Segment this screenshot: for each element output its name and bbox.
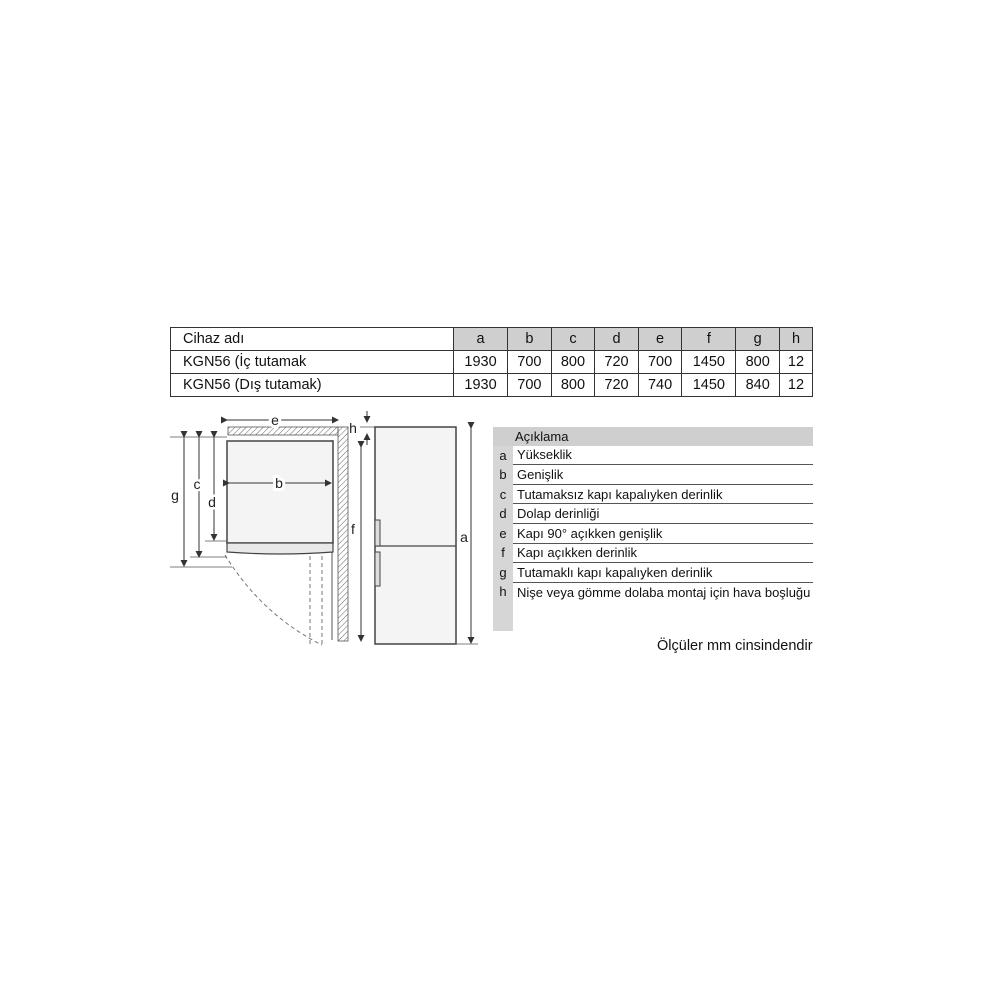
- legend-header-key: [493, 427, 513, 446]
- legend-spacer-key: [493, 601, 513, 631]
- column-header-b: b: [508, 328, 552, 351]
- value-cell: 700: [638, 351, 682, 374]
- column-header-f: f: [682, 328, 736, 351]
- column-header-h: h: [779, 328, 812, 351]
- door-open-arc: [225, 555, 322, 645]
- legend-text: Tutamaksız kapı kapalıyken derinlik: [513, 484, 813, 504]
- legend-key: h: [493, 582, 513, 601]
- front-view: [349, 411, 478, 644]
- value-cell: 700: [508, 351, 552, 374]
- value-cell: 840: [736, 374, 780, 397]
- legend-spacer: [513, 601, 813, 631]
- legend-item: [493, 563, 813, 583]
- label-g: g: [171, 487, 179, 503]
- legend-item: [493, 484, 813, 504]
- legend-title: Açıklama: [513, 427, 813, 446]
- value-cell: 800: [736, 351, 780, 374]
- wall-hatch-side: [338, 427, 348, 641]
- value-cell: 1450: [682, 351, 736, 374]
- legend-text: Dolap derinliği: [513, 504, 813, 524]
- column-header-e: e: [638, 328, 682, 351]
- door-closed: [227, 543, 333, 554]
- column-header-g: g: [736, 328, 780, 351]
- label-d: d: [208, 494, 216, 510]
- value-cell: 720: [595, 351, 639, 374]
- legend-item: [493, 523, 813, 543]
- label-f: f: [351, 521, 355, 537]
- legend-key: e: [493, 523, 513, 543]
- legend-item: [493, 582, 813, 601]
- column-header-d: d: [595, 328, 639, 351]
- legend-key: g: [493, 563, 513, 583]
- value-cell: 1450: [682, 374, 736, 397]
- value-cell: 700: [508, 374, 552, 397]
- value-cell: 740: [638, 374, 682, 397]
- legend-header-row: [493, 427, 813, 446]
- handle-upper: [375, 520, 380, 546]
- value-cell: 12: [779, 374, 812, 397]
- label-h: h: [349, 420, 357, 436]
- fridge-body: [375, 427, 456, 644]
- legend-text: Nişe veya gömme dolaba montaj için hava boşluğu: [517, 584, 811, 600]
- legend-text: Kapı açıkken derinlik: [513, 543, 813, 563]
- legend-key: d: [493, 504, 513, 524]
- value-cell: 800: [551, 351, 595, 374]
- column-header-a: a: [454, 328, 508, 351]
- label-c: c: [193, 476, 201, 492]
- value-cell: 1930: [454, 374, 508, 397]
- cabinet-top-view: [227, 441, 333, 543]
- device-name-cell: KGN56 (Dış tutamak): [171, 374, 454, 397]
- value-cell: 1930: [454, 351, 508, 374]
- label-e: e: [271, 412, 279, 428]
- legend-spacer-row: [493, 601, 813, 631]
- legend-key: a: [493, 446, 513, 465]
- legend-key: b: [493, 465, 513, 485]
- legend-key: c: [493, 484, 513, 504]
- column-header-c: c: [551, 328, 595, 351]
- legend-item: [493, 465, 813, 485]
- wall-hatch-top: [228, 427, 338, 435]
- legend-item: [493, 446, 813, 465]
- top-view: [170, 412, 348, 645]
- device-name-cell: KGN56 (İç tutamak: [171, 351, 454, 374]
- label-a: a: [460, 529, 468, 545]
- legend-item: [493, 504, 813, 524]
- device-name-header: Cihaz adı: [171, 328, 454, 351]
- legend-item: [493, 543, 813, 563]
- value-cell: 800: [551, 374, 595, 397]
- legend-text: Kapı 90° açıkken genişlik: [513, 523, 813, 543]
- legend-table: [493, 427, 813, 631]
- legend-key: f: [493, 543, 513, 563]
- legend-text: Genişlik: [513, 465, 813, 485]
- label-b: b: [275, 475, 283, 491]
- value-cell: 720: [595, 374, 639, 397]
- legend-text: Tutamaklı kapı kapalıyken derinlik: [513, 563, 813, 583]
- units-note: Ölçüler mm cinsindendir: [657, 638, 813, 654]
- value-cell: 12: [779, 351, 812, 374]
- handle-lower: [375, 552, 380, 586]
- legend-text: Yükseklik: [513, 446, 813, 465]
